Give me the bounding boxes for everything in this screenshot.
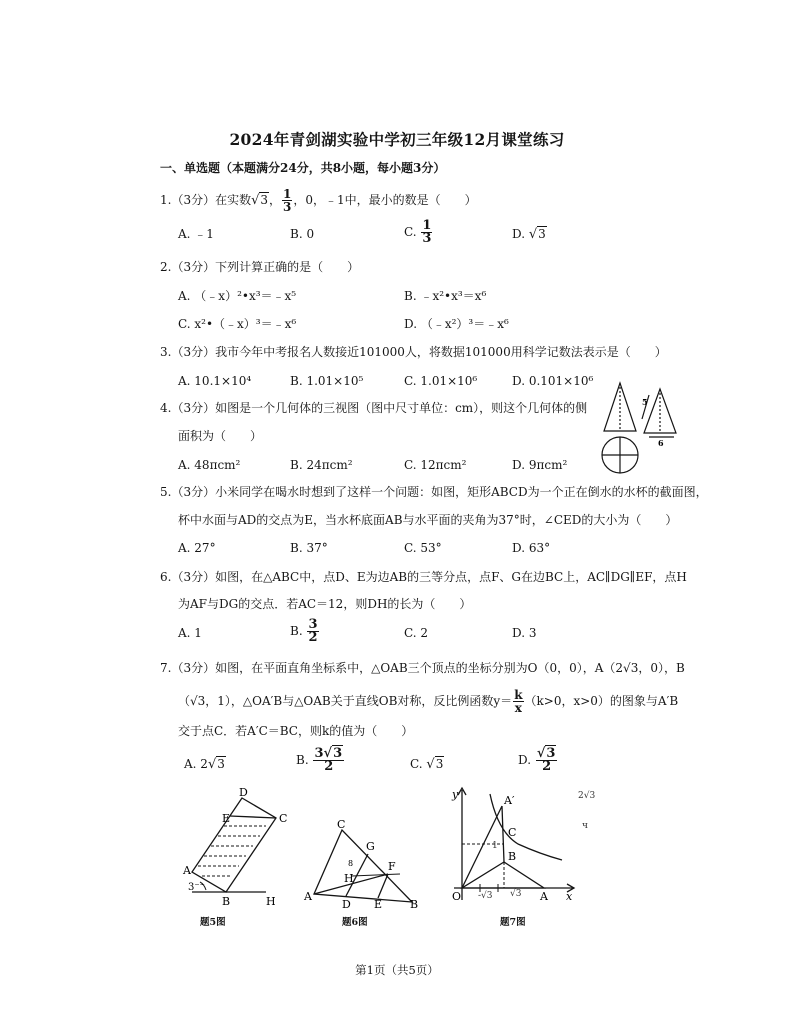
question-3-option-c: C. 1.01×10⁶: [404, 374, 478, 388]
question-3-option-b: B. 1.01×10⁵: [290, 374, 364, 388]
fig7-label-x: x: [566, 890, 573, 903]
fig5-label-D: D: [239, 786, 248, 799]
question-7-option-d: D. $\frac{√3}{2}$: [518, 746, 556, 774]
question-1-option-a: A. ﹣1: [178, 227, 214, 241]
fig7-label-y: y: [452, 788, 459, 801]
question-6-option-d: D. 3: [512, 626, 537, 640]
question-5-option-a: A. 27°: [178, 541, 216, 555]
svg-text:ч: ч: [582, 821, 588, 831]
fig6-label-E: E: [374, 898, 383, 910]
rectangle-ABCD: [192, 798, 276, 892]
fig5-label-B: B: [222, 895, 231, 908]
question-6-option-a: A. 1: [178, 626, 202, 640]
fig6-label-F: F: [388, 860, 396, 873]
question-2-stem: 2.（3分）下列计算正确的是（ ）: [160, 260, 360, 274]
question-7-stem-line3: 交于点C．若A′C＝BC，则k的值为（ ）: [178, 724, 414, 738]
question-2-option-a: A. （﹣x）²•x³＝﹣x⁵: [178, 289, 297, 303]
triangle-ABC: [314, 830, 412, 902]
fig5-label-A: A: [183, 864, 191, 877]
fig5-label-H: H: [266, 895, 276, 908]
segment-A-prime-B: [502, 806, 504, 862]
fig7-label-B: B: [508, 850, 517, 863]
page-footer: 第1页（共5页）: [355, 963, 439, 977]
question-4-stem-line1: 4.（3分）如图是一个几何体的三视图（图中尺寸单位：cm），则这个几何体的侧: [160, 401, 588, 415]
fig4-label-6: 6: [658, 438, 664, 448]
figure-6-diagram: [300, 818, 424, 910]
fig6-label-B: B: [410, 898, 419, 910]
figure-7-diagram: [448, 784, 598, 910]
question-5-stem-line2: 杯中水面与AD的交点为E，当水杯底面AB与水平面的夹角为37°时，∠CED的大小为（ ）: [178, 513, 678, 527]
fig6-label-A: A: [304, 890, 312, 903]
question-4-three-view-figure: [594, 375, 688, 480]
figure-5-caption: 题5图: [200, 917, 226, 928]
page-title: 2024年青剑湖实验中学初三年级12月课堂练习: [229, 130, 565, 149]
fig7-label-A-prime: A′: [504, 794, 515, 807]
question-1-stem: 1.（3分）在实数√3， $\frac{1}{3}$ ，0，﹣1中，最小的数是（ ）: [160, 187, 477, 214]
question-7-option-c: C. √3: [410, 757, 444, 772]
segment-EF: [378, 874, 388, 898]
question-3-option-a: A. 10.1×10⁴: [178, 374, 252, 388]
triangle-OAB: [462, 862, 544, 888]
fig6-label-H: H: [344, 872, 354, 885]
question-6-option-c: C. 2: [404, 626, 429, 640]
question-6-stem-line2: 为AF与DG的交点．若AC＝12，则DH的长为（ ）: [178, 597, 472, 611]
question-6-option-b: B. $\frac{3}{2}$: [290, 617, 318, 645]
question-4-stem-line2: 面积为（ ）: [178, 429, 263, 443]
fig6-label-D: D: [342, 898, 351, 910]
fig5-label-C: C: [279, 812, 288, 825]
fig6-label-G: G: [366, 840, 375, 853]
question-7-stem-line1: 7.（3分）如图，在平面直角坐标系中，△OAB三个顶点的坐标分别为O（0，0），A（2√3，0），B: [160, 661, 685, 675]
svg-text:1: 1: [492, 841, 498, 851]
question-2-option-d: D. （﹣x²）³＝﹣x⁶: [404, 317, 509, 331]
question-1-option-c: C. $\frac{1}{3}$: [404, 218, 432, 246]
question-4-option-b: B. 24πcm²: [290, 458, 353, 472]
question-2-option-c: C. x²•（﹣x）³＝﹣x⁶: [178, 317, 297, 331]
fig6-handwritten-mark: 8: [348, 859, 354, 868]
question-3-option-d: D. 0.101×10⁶: [512, 374, 594, 388]
fig7-label-O: O: [452, 890, 462, 903]
svg-text:2√3: 2√3: [578, 791, 596, 801]
question-5-option-c: C. 53°: [404, 541, 442, 555]
figure-5-diagram: [180, 784, 292, 910]
question-2-option-b: B. ﹣x²•x³＝x⁶: [404, 289, 487, 303]
svg-text:-√3: -√3: [478, 891, 493, 901]
question-5-option-d: D. 63°: [512, 541, 551, 555]
fig6-label-C: C: [337, 818, 346, 831]
question-5-option-b: B. 37°: [290, 541, 328, 555]
fig7-label-A: A: [540, 890, 548, 903]
question-3-stem: 3.（3分）我市今年中考报名人数接近101000人，将数据101000用科学记数法表示是（ ）: [160, 345, 667, 359]
question-7-stem-line2: （√3，1），△OA′B与△OAB关于直线OB对称，反比例函数y＝ $\frac{k}{x}$ （k>0，x>0）的图象与A′B: [178, 688, 679, 715]
question-5-stem-line1: 5.（3分）小米同学在喝水时想到了这样一个问题：如图，矩形ABCD为一个正在倒水的水杯的截面图，: [160, 485, 708, 499]
fig7-label-C: C: [508, 826, 517, 839]
inverse-function-curve: [490, 794, 562, 860]
fig5-label-E: E: [222, 812, 231, 825]
figure-6-caption: 题6图: [342, 917, 368, 928]
question-1-option-b: B. 0: [290, 227, 315, 241]
section-heading: 一、单选题（本题满分24分，共8小题，每小题3分）: [160, 161, 446, 175]
question-7-option-b: B. $\frac{3√3}{2}$: [296, 746, 343, 774]
fig7-handwritten-notes: [478, 790, 595, 901]
question-6-stem-line1: 6.（3分）如图，在△ABC中，点D、E为边AB的三等分点，点F、G在边BC上，AC∥DG∥EF，点H: [160, 570, 687, 584]
question-4-option-c: C. 12πcm²: [404, 458, 467, 472]
water-surface-line: [230, 816, 276, 818]
fig4-label-5: 5: [642, 397, 648, 407]
question-1-option-d: D. √3: [512, 227, 546, 242]
fig5-angle-label: 3⁻⁻: [188, 882, 205, 893]
svg-text:√3: √3: [510, 889, 522, 899]
question-4-option-a: A. 48πcm²: [178, 458, 241, 472]
question-4-option-d: D. 9πcm²: [512, 458, 568, 472]
question-7-option-a: A. 2√3: [184, 757, 225, 772]
figure-7-caption: 题7图: [500, 917, 526, 928]
